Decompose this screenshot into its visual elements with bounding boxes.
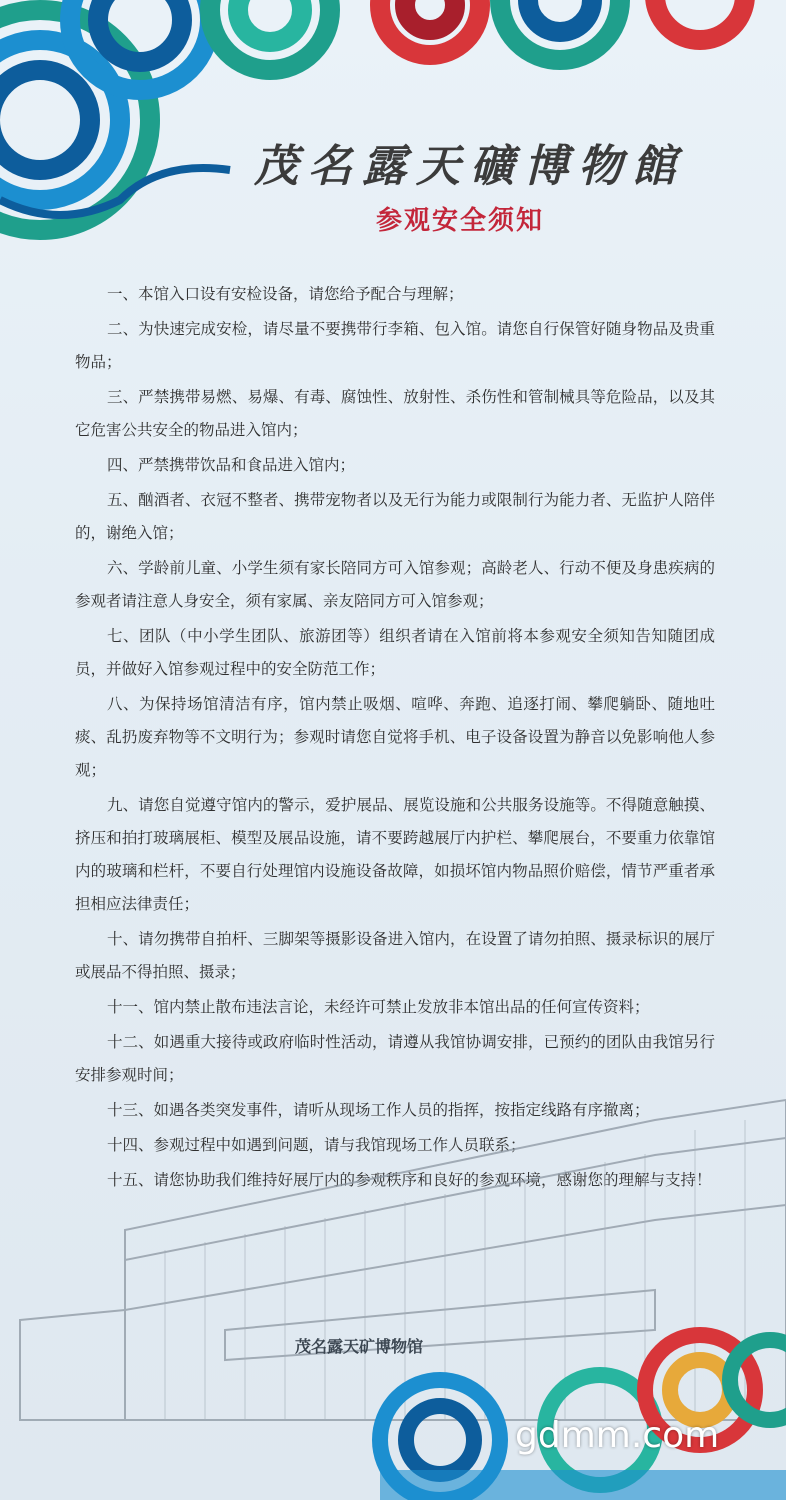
notice-item: 八、为保持场馆清洁有序，馆内禁止吸烟、喧哗、奔跑、追逐打闹、攀爬躺卧、随地吐痰、乱扔废弃物等不文明行为；参观时请您自觉将手机、电子设备设置为静音以免影响他人参观； — [75, 695, 715, 779]
notice-item: 十三、如遇各类突发事件，请听从现场工作人员的指挥，按指定线路有序撤离； — [107, 1101, 650, 1119]
building-sign: 茂名露天矿博物馆 — [295, 1337, 424, 1356]
notice-item: 十四、参观过程中如遇到问题，请与我馆现场工作人员联系； — [107, 1136, 526, 1154]
notice-item: 六、学龄前儿童、小学生须有家长陪同方可入馆参观；高龄老人、行动不便及身患疾病的参观者请注意人身安全，须有家属、亲友陪同方可入馆参观； — [75, 559, 715, 610]
notice-item: 十二、如遇重大接待或政府临时性活动，请遵从我馆协调安排，已预约的团队由我馆另行安排参观时间； — [75, 1033, 715, 1084]
notice-item: 三、严禁携带易燃、易爆、有毒、腐蚀性、放射性、杀伤性和管制械具等危险品，以及其它危害公共安全的物品进入馆内； — [75, 388, 715, 439]
notice-item: 十五、请您协助我们维持好展厅内的参观秩序和良好的参观环境，感谢您的理解与支持！ — [107, 1171, 712, 1189]
site-watermark: gdmm.com — [515, 1415, 720, 1456]
notice-item: 十、请勿携带自拍杆、三脚架等摄影设备进入馆内，在设置了请勿拍照、摄录标识的展厅或展品不得拍照、摄录； — [75, 930, 715, 981]
notice-item: 五、酗酒者、衣冠不整者、携带宠物者以及无行为能力或限制行为能力者、无监护人陪伴的，谢绝入馆； — [75, 491, 715, 542]
notice-item: 四、严禁携带饮品和食品进入馆内； — [107, 456, 356, 474]
museum-title: 茂名露天礦博物館 — [254, 141, 686, 192]
notice-item: 一、本馆入口设有安检设备，请您给予配合与理解； — [107, 285, 464, 303]
notice-item: 七、团队（中小学生团队、旅游团等）组织者请在入馆前将本参观安全须知告知随团成员，并做好入馆参观过程中的安全防范工作； — [75, 627, 715, 678]
notice-subtitle: 参观安全须知 — [375, 206, 544, 236]
notice-item: 二、为快速完成安检，请尽量不要携带行李箱、包入馆。请您自行保管好随身物品及贵重物品； — [75, 320, 715, 371]
notice-item: 九、请您自觉遵守馆内的警示，爱护展品、展览设施和公共服务设施等。不得随意触摸、挤压和拍打玻璃展柜、模型及展品设施，请不要跨越展厅内护栏、攀爬展台，不要重力依靠馆内的玻璃和栏杆，不要自行处理馆内设施设备故障，如损坏馆内物品照价赔偿，情节严重者承担相应法律责任； — [75, 796, 715, 913]
decorative-wave-pattern-bottom — [0, 1240, 786, 1500]
notice-item: 十一、馆内禁止散布违法言论，未经许可禁止发放非本馆出品的任何宣传资料； — [107, 998, 650, 1016]
